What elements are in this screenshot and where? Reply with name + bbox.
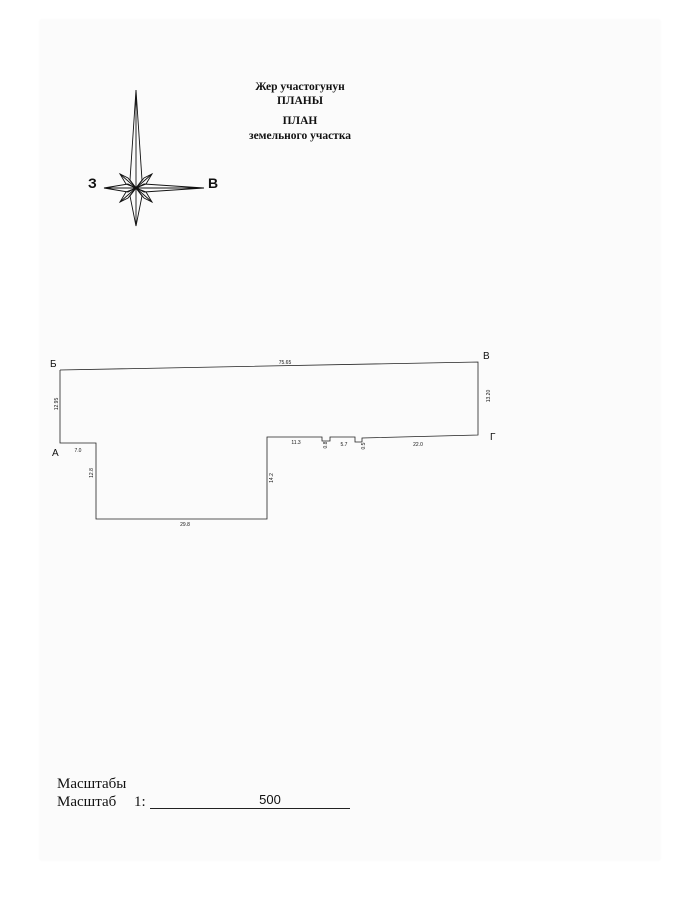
title-plan-ru: ПЛАН: [282, 115, 318, 127]
dimension-a-step: 7.0: [74, 448, 82, 454]
corner-label-b: Б: [50, 359, 57, 370]
corner-label-g: Г: [490, 432, 496, 443]
scale-block: [57, 775, 146, 811]
scale-label-ky: Масштабы: [57, 776, 127, 792]
dimension-notch-1: 0.8: [323, 441, 329, 449]
scale-underline: [150, 808, 350, 809]
dimension-notch-2: 0.5: [361, 442, 367, 450]
scale-value: 500: [259, 792, 281, 807]
corner-label-a: А: [52, 448, 59, 459]
scale-prefix: 1:: [133, 794, 146, 810]
dimension-segment-5-7: 5.7: [340, 442, 348, 448]
dimension-bottom: 29.8: [180, 522, 190, 528]
scale-label-row: [57, 793, 146, 811]
compass-rose-icon: [80, 80, 230, 240]
dimension-segment-11-3: 11.3: [291, 440, 301, 446]
dimension-left-lower: 12.8: [89, 468, 95, 478]
title-line-ky: Жер участогунун: [255, 81, 345, 93]
dimension-left: 12.95: [54, 397, 60, 411]
dimension-top: 75.65: [278, 360, 292, 366]
plot-boundary: [60, 362, 478, 519]
compass-west-label: З: [88, 175, 97, 191]
land-plot-plan: [0, 330, 694, 540]
title-plan-ky: ПЛАНЫ: [276, 95, 324, 107]
corner-label-v: В: [483, 351, 490, 362]
dimension-inner-vertical: 14.2: [269, 473, 275, 483]
title-line-ru: земельного участка: [248, 130, 352, 142]
scale-label-ru: Масштаб: [57, 794, 117, 810]
dimension-segment-22-0: 22.0: [413, 442, 423, 448]
compass-east-label: В: [208, 175, 219, 191]
dimension-right: 13.20: [486, 389, 492, 403]
